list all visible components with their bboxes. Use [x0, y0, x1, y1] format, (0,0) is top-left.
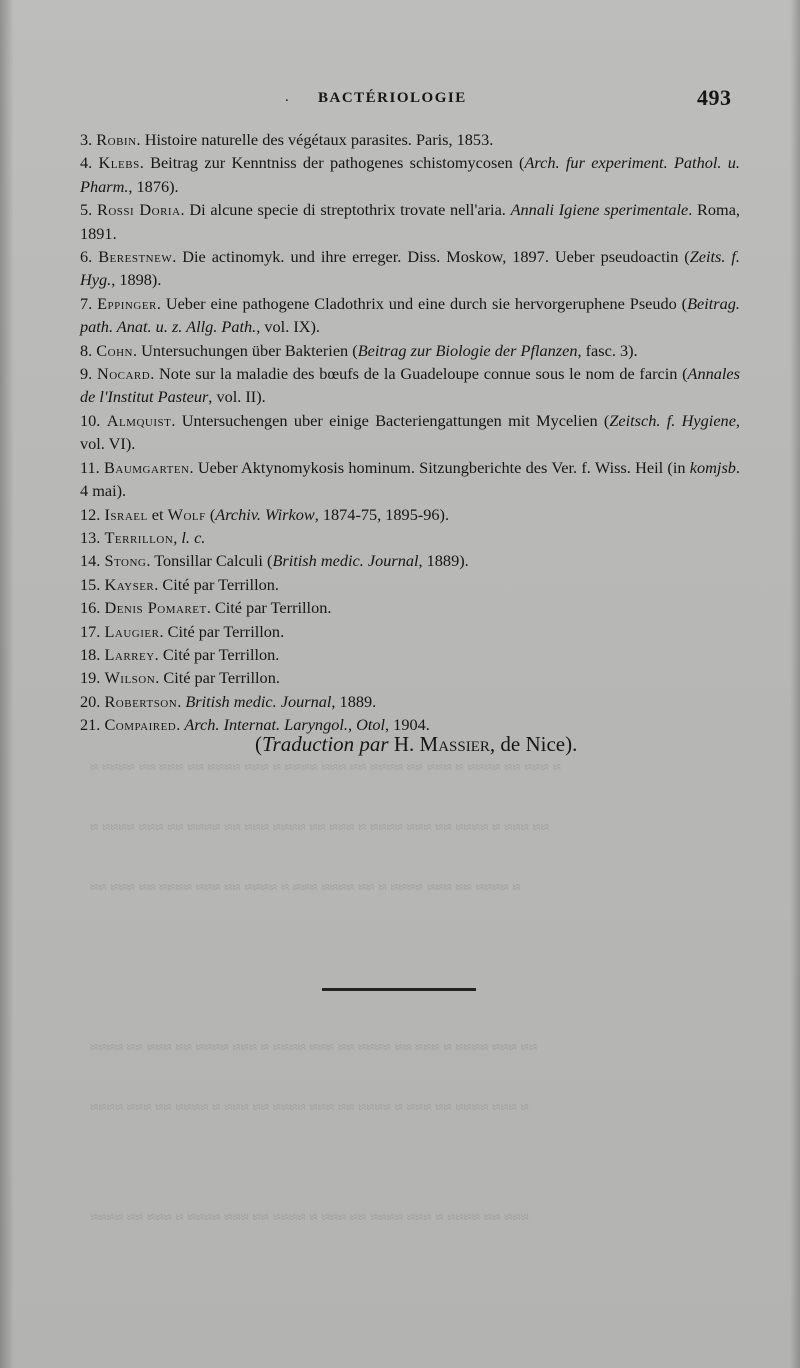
reference-author: Larrey — [104, 644, 155, 664]
reference-author: Kayser — [104, 574, 155, 594]
reference-item: 13. Terrillon, l. c. — [80, 527, 206, 547]
show-through-texture: ≈ ≈≈≈ ≈≈ ≈≈≈≈ ≈ ≈≈≈ ≈≈ ≈≈≈≈ ≈≈ ≈≈≈ ≈≈≈≈ ≈ ≈≈≈ ≈≈≈≈ ≈≈ ≈≈≈ ≈≈ ≈≈≈≈ ≈ — [90, 760, 561, 776]
reference-item: 21. Compaired. Arch. Internat. Laryngol., Otol, 1904. — [80, 715, 430, 735]
reference-source: Zeits. f. Hyg. — [80, 247, 741, 290]
show-through-texture: ≈≈ ≈≈≈ ≈≈≈≈ ≈ ≈≈≈ ≈≈ ≈≈≈≈ ≈≈ ≈≈≈ ≈≈≈≈ ≈ ≈≈≈ ≈≈≈≈ ≈≈ ≈≈≈ ≈≈ ≈≈≈≈ — [90, 1040, 537, 1056]
reference-author: Berestnew — [98, 247, 173, 267]
translation-credit: (Traduction par H. Massier, de Nice). — [255, 732, 578, 756]
reference-item: 15. Kayser. Cité par Terrillon. — [80, 574, 279, 594]
reference-author-2: Wolf — [167, 504, 206, 524]
page-header — [0, 85, 800, 118]
running-head: BACTÉRIOLOGIE — [318, 90, 467, 106]
reference-item: 12. Israel et Wolf (Archiv. Wirkow, 1874-75, 1895-96). — [80, 504, 450, 524]
reference-list — [80, 128, 740, 737]
reference-author: Compaired — [104, 715, 177, 735]
reference-author: Laugier — [104, 621, 160, 641]
reference-source: Annali Igiene sperimentale — [510, 200, 689, 220]
reference-author: Almquist — [106, 410, 172, 430]
reference-source: British medic. Journal — [272, 551, 419, 571]
translation-label: Traduction par — [262, 732, 389, 756]
reference-item: 16. Denis Pomaret. Cité par Terrillon. — [80, 598, 332, 618]
page-edge-shadow — [0, 0, 14, 1368]
reference-author: Denis Pomaret — [104, 598, 207, 618]
reference-source: Archiv. Wirkow — [215, 504, 315, 524]
show-through-texture: ≈≈ ≈≈≈ ≈ ≈≈≈≈ ≈≈ ≈≈≈ ≈≈≈≈ ≈ ≈≈≈ ≈≈ ≈≈≈≈ ≈≈≈ ≈≈ ≈≈≈≈ ≈≈ ≈≈≈ ≈≈≈≈ ≈ — [90, 820, 549, 836]
show-through-texture: ≈ ≈≈≈ ≈≈≈≈ ≈≈ ≈≈≈ ≈ ≈≈≈≈ ≈≈ ≈≈≈ ≈≈≈≈ ≈≈ ≈≈≈ ≈ ≈≈≈≈ ≈≈ ≈≈≈ ≈≈≈≈ — [90, 1100, 529, 1116]
reference-source: Zeitsch. f. Hygiene — [609, 410, 736, 430]
reference-item: 3. Robin. Histoire naturelle des végétaux parasites. Paris, 1853. — [80, 130, 494, 149]
section-divider — [322, 988, 476, 991]
reference-author: Nocard — [96, 364, 151, 384]
reference-item: 9. Nocard. Note sur la maladie des bœufs de la Guadeloupe connue sous le nom de farcin (Annales de l'Institut Pasteur, vol. II). — [80, 364, 740, 407]
reference-item: 5. Rossi Doria. Di alcune specie di streptothrix trovate nell'aria. Annali Igiene sperimentale. Roma, 1891. — [80, 200, 741, 243]
reference-author: Israel — [104, 504, 148, 524]
reference-item: 20. Robertson. British medic. Journal, 1889. — [80, 691, 377, 711]
reference-item: 14. Stong. Tonsillar Calculi (British medic. Journal, 1889). — [80, 551, 469, 571]
reference-source: Arch. fur experiment. Pathol. u. Pharm. — [80, 153, 740, 196]
show-through-texture: ≈ ≈≈≈≈ ≈≈ ≈≈≈ ≈≈≈≈ ≈ ≈≈ ≈≈≈≈ ≈≈≈ ≈ ≈≈≈≈ ≈≈ ≈≈≈ ≈≈≈≈ ≈≈ ≈≈≈ ≈≈ — [90, 880, 521, 896]
reference-item: 10. Almquist. Untersuchengen uber einige Bacteriengattungen mit Mycelien (Zeitsch. f. Hygiene, vol. VI). — [80, 410, 740, 454]
reference-author: Robertson — [104, 691, 178, 711]
reference-author: Robin — [96, 130, 137, 149]
reference-item: 8. Cohn. Untersuchungen über Bakterien (Beitrag zur Biologie der Pflanzen, fasc. 3). — [80, 340, 638, 360]
show-through-texture: ≈≈≈ ≈≈ ≈≈≈≈ ≈ ≈≈≈ ≈≈≈≈ ≈≈ ≈≈≈ ≈ ≈≈≈≈ ≈≈ ≈≈≈ ≈≈≈≈ ≈ ≈≈≈ ≈≈ ≈≈≈≈ — [90, 1210, 529, 1226]
reference-source: komjsb — [689, 457, 736, 477]
reference-source: Beitrag zur Biologie der Pflanzen — [357, 340, 578, 360]
reference-author: Klebs — [98, 153, 140, 173]
reference-item: 7. Eppinger. Ueber eine pathogene Cladothrix und eine durch sie hervorgeruphene Pseudo (Beitrag. path. Anat. u. z. Allg. Path., vol. IX). — [80, 293, 740, 337]
translator-name: Massier — [419, 732, 490, 756]
page-edge-shadow-right — [790, 0, 800, 1368]
reference-author: Terrillon — [104, 527, 174, 547]
reference-item: 4. Klebs. Beitrag zur Kenntniss der pathogenes schistomycosen (Arch. fur experiment. Pathol. u. Pharm., 1876). — [80, 153, 740, 196]
reference-author: Wilson — [104, 668, 156, 688]
reference-source: Beitrag. path. Anat. u. z. Allg. Path. — [80, 293, 740, 337]
reference-source: British medic. Journal — [185, 691, 332, 711]
reference-source: Annales de l'Institut Pasteur — [80, 364, 740, 407]
reference-source: Arch. Internat. Laryngol., Otol — [184, 715, 386, 735]
header-dot: . — [285, 89, 289, 105]
reference-item: 18. Larrey. Cité par Terrillon. — [80, 644, 280, 664]
reference-author: Baumgarten — [104, 457, 190, 477]
reference-item: 6. Berestnew. Die actinomyk. und ihre erreger. Diss. Moskow, 1897. Ueber pseudoactin (Zeits. f. Hyg., 1898). — [80, 247, 741, 290]
page-number: 493 — [697, 85, 732, 110]
reference-author: Eppinger — [97, 293, 157, 313]
reference-item: 11. Baumgarten. Ueber Aktynomykosis hominum. Sitzungberichte des Ver. f. Wiss. Heil (in komjsb. 4 mai). — [80, 457, 740, 501]
reference-author: Cohn — [96, 340, 133, 360]
reference-source: l. c. — [181, 527, 206, 547]
reference-item: 19. Wilson. Cité par Terrillon. — [80, 668, 280, 688]
reference-author: Stong — [104, 551, 147, 571]
reference-item: 17. Laugier. Cité par Terrillon. — [80, 621, 285, 641]
reference-author: Rossi Doria — [96, 200, 181, 220]
